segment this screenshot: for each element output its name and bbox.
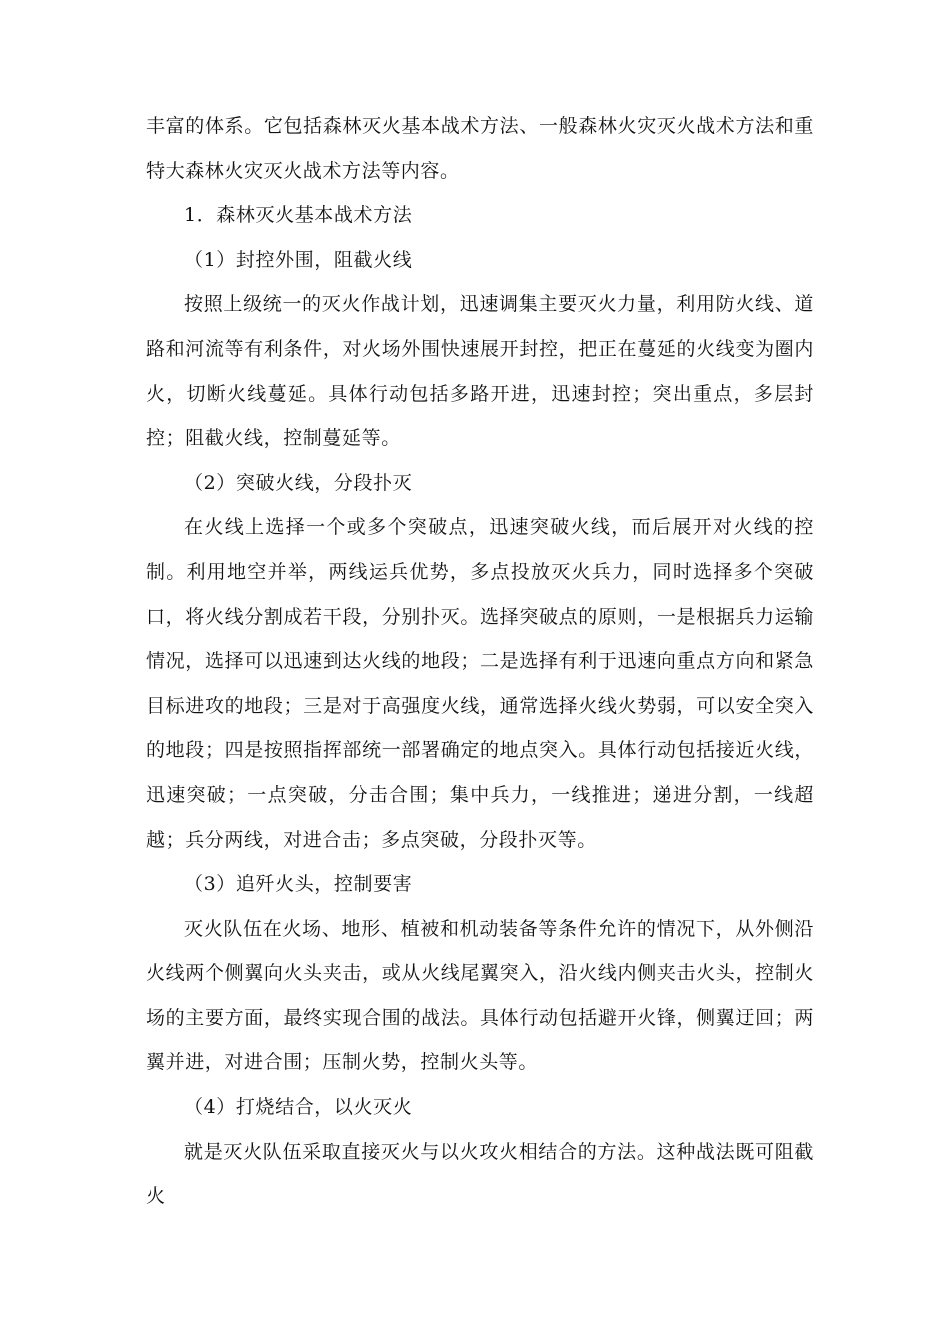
subsection-heading-3: （3）追歼火头，控制要害 [184, 873, 413, 896]
subsection-heading-2: （2）突破火线，分段扑灭 [184, 471, 413, 494]
paragraph-continuation: 丰富的体系。它包括森林灭火基本战术方法、一般森林火灾灭火战术方法和重特大森林火灾灭火战术方法等内容。 [146, 115, 814, 182]
section-heading: 1．森林灭火基本战术方法 [184, 204, 413, 227]
paragraph-2: 在火线上选择一个或多个突破点，迅速突破火线，而后展开对火线的控制。利用地空并举，两线运兵优势，多点投放灭火兵力，同时选择多个突破口，将火线分割成若干段，分别扑灭。选择突破点的原则，一是根据兵力运输情况，选择可以迅速到达火线的地段；二是选择有利于迅速向重点方向和紧急目标进攻的地段；三是对于高强度火线，通常选择火线火势弱，可以安全突入的地段；四是按照指挥部统一部署确定的地点突入。具体行动包括接近火线，迅速突破；一点突破，分击合围；集中兵力，一线推进；递进分割，一线超越；兵分两线，对进合击；多点突破，分段扑灭等。 [146, 516, 814, 851]
paragraph-1: 按照上级统一的灭火作战计划，迅速调集主要灭火力量，利用防火线、道路和河流等有利条件，对火场外围快速展开封控，把正在蔓延的火线变为圈内火，切断火线蔓延。具体行动包括多路开进，迅速封控；突出重点，多层封控；阻截火线，控制蔓延等。 [146, 293, 814, 450]
document-page [146, 104, 814, 1219]
subsection-heading-1: （1）封控外围，阻截火线 [184, 248, 413, 271]
paragraph-3: 灭火队伍在火场、地形、植被和机动装备等条件允许的情况下，从外侧沿火线两个侧翼向火头夹击，或从火线尾翼突入，沿火线内侧夹击火头，控制火场的主要方面，最终实现合围的战法。具体行动包括避开火锋，侧翼迂回；两翼并进，对进合围；压制火势，控制火头等。 [146, 917, 814, 1074]
subsection-heading-4: （4）打烧结合，以火灭火 [184, 1096, 413, 1119]
paragraph-4: 就是灭火队伍采取直接灭火与以火攻火相结合的方法。这种战法既可阻截火 [146, 1140, 814, 1208]
